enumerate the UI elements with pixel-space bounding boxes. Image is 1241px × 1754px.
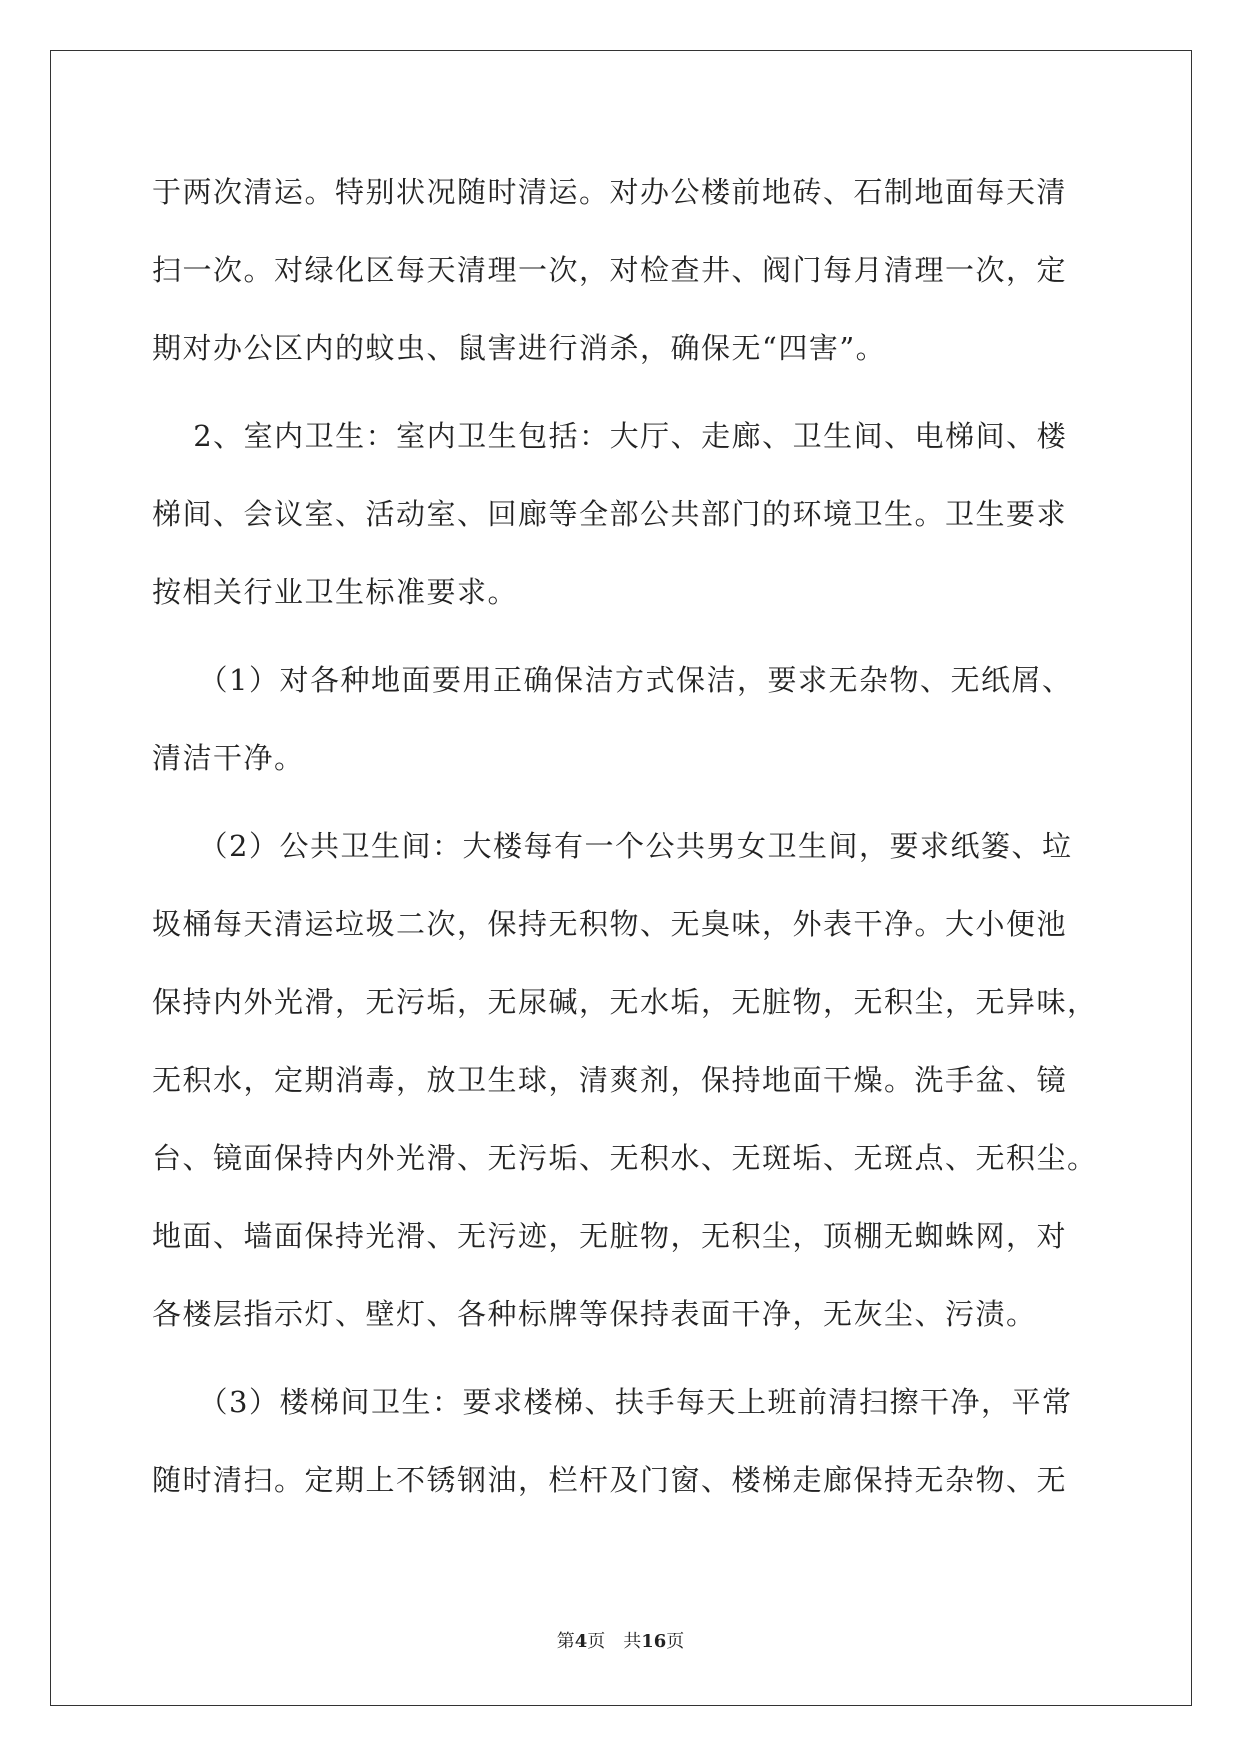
footer-page-suffix: 页 共 <box>587 1631 642 1652</box>
text-line: （2）公共卫生间：大楼每有一个公共男女卫生间，要求纸篓、垃 <box>152 829 1073 863</box>
footer-prefix: 第 <box>556 1631 575 1652</box>
current-page-number: 4 <box>574 1631 588 1652</box>
text-line: （1）对各种地面要用正确保洁方式保洁，要求无杂物、无纸屑、 <box>152 663 1073 697</box>
text-line: 于两次清运。特别状况随时清运。对办公楼前地砖、石制地面每天清 <box>152 175 1068 209</box>
total-page-count: 16 <box>641 1631 667 1652</box>
text-line: 保持内外光滑，无污垢，无尿碱，无水垢，无脏物，无积尘，无异味， <box>152 985 1098 1019</box>
footer-total-suffix: 页 <box>666 1631 685 1652</box>
text-line: 按相关行业卫生标准要求。 <box>152 575 519 609</box>
text-line: 台、镜面保持内外光滑、无污垢、无积水、无斑垢、无斑点、无积尘。 <box>152 1141 1098 1175</box>
text-line: 各楼层指示灯、壁灯、各种标牌等保持表面干净，无灰尘、污渍。 <box>152 1297 1037 1331</box>
page-footer <box>0 1630 1241 1654</box>
text-line: 期对办公区内的蚊虫、鼠害进行消杀，确保无“四害”。 <box>152 331 887 365</box>
text-line: 2、室内卫生：室内卫生包括：大厅、走廊、卫生间、电梯间、楼 <box>152 419 1068 453</box>
text-line: 无积水，定期消毒，放卫生球，清爽剂，保持地面干燥。洗手盆、镜 <box>152 1063 1068 1097</box>
text-line: （3）楼梯间卫生：要求楼梯、扶手每天上班前清扫擦干净，平常 <box>152 1385 1073 1419</box>
page-border <box>50 50 1192 1706</box>
text-line: 扫一次。对绿化区每天清理一次，对检查井、阀门每月清理一次，定 <box>152 253 1068 287</box>
text-line: 随时清扫。定期上不锈钢油，栏杆及门窗、楼梯走廊保持无杂物、无 <box>152 1463 1068 1497</box>
text-line: 地面、墙面保持光滑、无污迹，无脏物，无积尘，顶棚无蜘蛛网，对 <box>152 1219 1068 1253</box>
text-line: 清洁干净。 <box>152 741 305 775</box>
text-line: 圾桶每天清运垃圾二次，保持无积物、无臭味，外表干净。大小便池 <box>152 907 1068 941</box>
text-line: 梯间、会议室、活动室、回廊等全部公共部门的环境卫生。卫生要求 <box>152 497 1068 531</box>
